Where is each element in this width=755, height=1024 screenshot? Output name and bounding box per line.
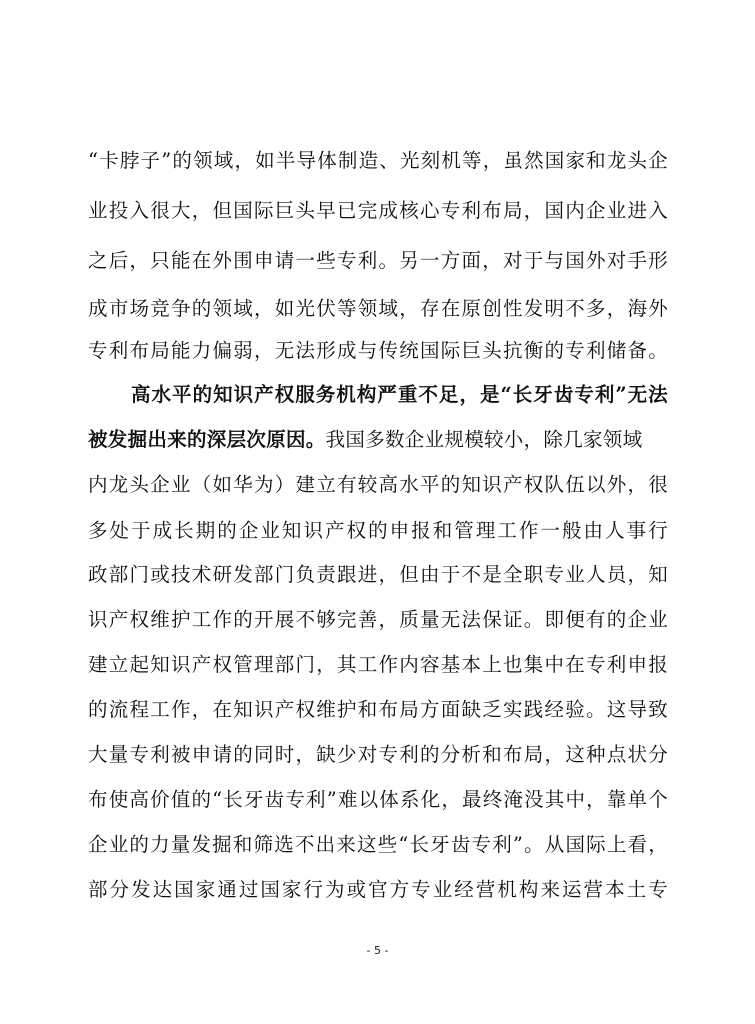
text-line-17: 部分发达国家通过国家行为或官方专业经营机构来运营本土专 <box>88 878 668 901</box>
text-line-4: 成市场竞争的领域，如光伏等领域，存在原创性发明不多，海外 <box>88 297 668 320</box>
text-line-3: 之后，只能在外围申请一些专利。另一方面，对于与国外对手形 <box>88 249 668 272</box>
text-line-16: 企业的力量发掘和筛选不出来这些“长牙齿专利”。从国际上看， <box>88 833 668 856</box>
text-line-15: 布使高价值的“长牙齿专利”难以体系化，最终淹没其中，靠单个 <box>88 788 668 811</box>
text-line-10: 政部门或技术研发部门负责跟进，但由于不是全职专业人员，知 <box>88 563 668 586</box>
text-line-5: 专利布局能力偏弱，无法形成与传统国际巨头抗衡的专利储备。 <box>88 339 668 362</box>
bold-heading-end: 被发掘出来的深层次原因。 <box>88 428 326 451</box>
text-line-8: 内龙头企业（如华为）建立有较高水平的知识产权队伍以外，很 <box>88 473 668 496</box>
text-line-9: 多处于成长期的企业知识产权的申报和管理工作一般由人事行 <box>88 519 668 542</box>
text-line-11: 识产权维护工作的开展不够完善，质量无法保证。即便有的企业 <box>88 608 668 631</box>
text-line-13: 的流程工作，在知识产权维护和布局方面缺乏实践经验。这导致 <box>88 698 668 721</box>
text-line-14: 大量专利被申请的同时，缺少对专利的分析和布局，这种点状分 <box>88 743 668 766</box>
bold-heading-line: 高水平的知识产权服务机构严重不足，是“长牙齿专利”无法 <box>131 383 668 406</box>
text-line-12: 建立起知识产权管理部门，其工作内容基本上也集中在专利申报 <box>88 653 668 676</box>
text-line-2: 业投入很大，但国际巨头早已完成核心专利布局，国内企业进入 <box>88 199 668 222</box>
page-number: - 5 - <box>366 944 389 957</box>
mixed-line <box>88 425 668 455</box>
text-line-7: 我国多数企业规模较小，除几家领域 <box>325 428 643 451</box>
text-line-1: “卡脖子”的领域，如半导体制造、光刻机等，虽然国家和龙头企 <box>88 149 668 172</box>
